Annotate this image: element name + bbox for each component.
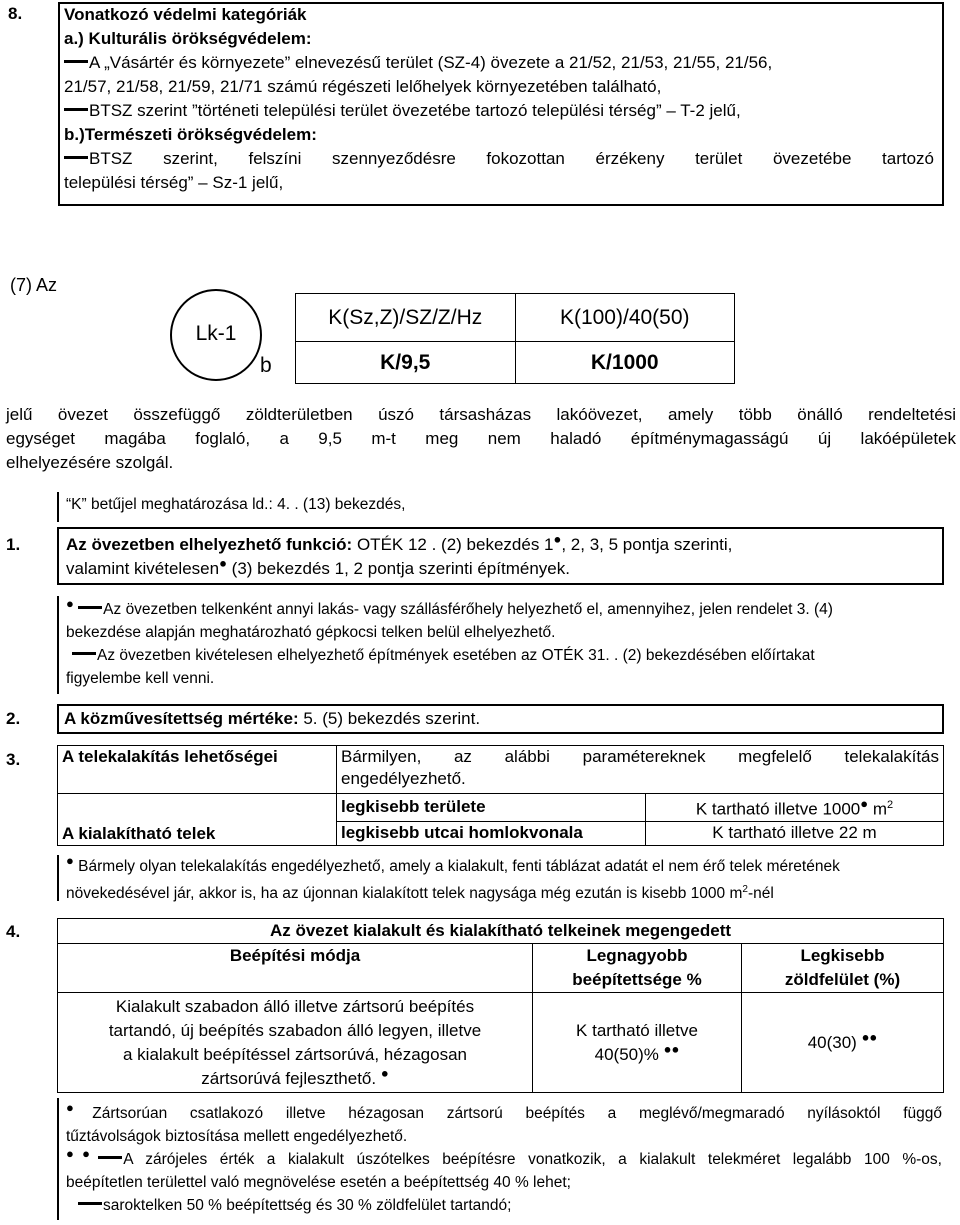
building-mode-line-3: a kialakult beépítéssel zártsorúvá, hézagosan bbox=[123, 1044, 467, 1064]
note-1-line-4: figyelembe kell venni. bbox=[66, 670, 215, 687]
max-coverage-cell bbox=[533, 993, 742, 1093]
zone-b-label: b bbox=[260, 354, 272, 377]
note-1-line-2: bekezdése alapján meghatározható gépkocsi telken belül elhelyezhető. bbox=[66, 624, 556, 641]
section-1-content bbox=[66, 533, 936, 581]
section-8-number: 8. bbox=[8, 4, 23, 23]
header-max-coverage-1: Legnagyobb bbox=[586, 946, 688, 965]
note-3-line-1: Bármely olyan telekalakítás engedélyezhető, amely a kialakult, fenti táblázat adatát el nem érő telek méretének bbox=[78, 858, 840, 875]
plot-label-cell: A kialakítható telek bbox=[58, 794, 337, 846]
building-mode-line-4: zártsorúvá fejleszthető. bbox=[201, 1068, 377, 1088]
dash-icon bbox=[98, 1156, 122, 1159]
building-table bbox=[57, 918, 944, 1093]
dash-icon bbox=[78, 606, 102, 609]
plot-desc-line-1: Bármilyen, az alábbi paramétereknek megfelelő telekalakítás bbox=[341, 747, 939, 766]
section-3-notes: ● Bármely olyan telekalakítás engedélyezhető, amely a kialakult, fenti táblázat adatát el nem érő telek méretének növekedésével jár, akkor is, ha az újonnan kialakított telek nagysága még ezután is kisebb 1000 $m^2$-nél bbox=[66, 852, 840, 903]
building-mode-line-2: tartandó, új beépítés szabadon álló legyen, illetve bbox=[108, 1020, 482, 1040]
note-4-line-2a: A zárójeles érték a kialakult úszótelkes beépítésre vonatkozik, a kialakult telekméret legalább 100 %-os, bbox=[123, 1151, 942, 1168]
plot-title-cell: A telekalakítás lehetőségei bbox=[58, 746, 337, 794]
section-1-rest-1: OTÉK 12 . (2) bekezdés 1 bbox=[352, 535, 554, 554]
section-2-rest: 5. (5) bekezdés szerint. bbox=[298, 709, 481, 728]
section-4-notes-bar bbox=[57, 1098, 59, 1220]
zone-cell-4: K/1000 bbox=[515, 342, 735, 384]
footnote-marker-1: ● bbox=[66, 595, 74, 611]
header-max-coverage-2: beépítettsége % bbox=[572, 970, 702, 989]
plot-formation-table bbox=[57, 745, 944, 846]
section-3-notes-bar bbox=[57, 855, 59, 901]
section-2-content bbox=[64, 707, 480, 731]
cultural-heading: a.) Kulturális örökségvédelem: bbox=[64, 29, 312, 48]
footnote-marker-2: ●● bbox=[66, 1145, 99, 1161]
footnote-marker-1: ● bbox=[219, 555, 227, 571]
natural-line-2: települési térség” – Sz-1 jelű, bbox=[64, 173, 284, 192]
building-mode-cell bbox=[58, 993, 533, 1093]
footnote-marker-1: ● bbox=[66, 1099, 93, 1115]
section-1-notes bbox=[66, 595, 946, 690]
header-building-mode: Beépítési módja bbox=[58, 944, 533, 993]
section-1-line-2a: valamint kivételesen bbox=[66, 559, 220, 578]
note-4-line-2b: beépítetlen területtel való megnövelése esetén a beépítettség 40 % lehet; bbox=[66, 1174, 571, 1191]
footnote-marker-2: ●● bbox=[663, 1040, 680, 1056]
note-4-line-1a: Zártsorúan csatlakozó illetve hézagosan zártsorú beépítés a meglévő/megmaradó nyílásoktól függő bbox=[92, 1105, 942, 1122]
min-frontage-label: legkisebb utcai homlokvonala bbox=[337, 821, 646, 845]
natural-line-1: BTSZ szerint, felszíni szennyeződésre fokozottan érzékeny terület övezetébe tartozó bbox=[89, 149, 934, 168]
desc-line-1: jelű övezet összefüggő zöldterületben úszó társasházas lakóövezet, amely több önálló rendeltetési bbox=[6, 405, 956, 424]
footnote-marker-1: ● bbox=[380, 1064, 389, 1080]
dash-icon bbox=[72, 652, 96, 655]
header-min-green bbox=[742, 944, 944, 993]
note-4-line-1b: tűztávolságok biztosítása mellett engedélyezhető. bbox=[66, 1128, 408, 1145]
note-4-line-3: saroktelken 50 % beépítettség és 30 % zöldfelület tartandó; bbox=[103, 1197, 512, 1214]
section-2-title: A közművesítettség mértéke: bbox=[64, 709, 299, 728]
building-table-title: Az övezet kialakult és kialakítható telkeinek megengedett bbox=[58, 919, 944, 944]
section-1-number: 1. bbox=[6, 535, 21, 554]
zone-intro: (7) Az bbox=[10, 275, 58, 295]
plot-desc-cell bbox=[337, 746, 944, 794]
note-3-line-2b: -nél bbox=[747, 885, 774, 903]
footnote-marker-1: ● bbox=[66, 852, 74, 868]
min-green-value: 40(30) bbox=[807, 1032, 857, 1052]
cultural-line-1: A „Vásártér és környezete” elnevezésű terület (SZ-4) övezete a 21/52, 21/53, 21/55, 21/56, bbox=[89, 53, 773, 72]
min-frontage-value: K tartható illetve 22 m bbox=[646, 821, 944, 845]
zone-cell-3: K/9,5 bbox=[296, 342, 516, 384]
min-green-cell bbox=[742, 993, 944, 1093]
k-letter-note: “K” betűjel meghatározása ld.: 4. . (13) bekezdés, bbox=[66, 496, 406, 513]
section-1-notes-bar bbox=[57, 596, 59, 694]
max-coverage-line-2: 40(50)% bbox=[594, 1044, 659, 1064]
zone-cell-1: K(Sz,Z)/SZ/Z/Hz bbox=[296, 294, 516, 342]
footnote-marker-1: ● bbox=[553, 531, 562, 547]
section-1-rest-2: , 2, 3, 5 pontja szerinti, bbox=[561, 535, 733, 554]
note-bar bbox=[57, 492, 59, 522]
header-min-green-2: zöldfelület (%) bbox=[784, 970, 901, 989]
desc-line-2: egységet magába foglaló, a 9,5 m-t meg nem haladó építménymagasságú új lakóépületek bbox=[6, 429, 956, 448]
dash-icon bbox=[64, 60, 88, 63]
section-3-number: 3. bbox=[6, 750, 21, 769]
zone-code: Lk-1 bbox=[195, 322, 237, 345]
section-4-number: 4. bbox=[6, 922, 21, 941]
cultural-line-3: BTSZ szerint ”történeti települési terület övezetébe tartozó települési térség” – T-2 jelű, bbox=[89, 101, 741, 120]
footnote-marker-1: ● bbox=[860, 796, 869, 811]
section-1-line-2b: (3) bekezdés 1, 2 pontja szerinti építmények. bbox=[226, 559, 570, 578]
section-8-title: Vonatkozó védelmi kategóriák bbox=[64, 5, 307, 24]
min-area-label: legkisebb területe bbox=[337, 794, 646, 822]
note-1-line-3: Az övezetben kivételesen elhelyezhető építmények esetében az OTÉK 31. . (2) bekezdésében előírtakat bbox=[97, 647, 815, 664]
building-mode-line-1: Kialakult szabadon álló illetve zártsorú beépítés bbox=[115, 996, 475, 1016]
section-1-title: Az övezetben elhelyezhető funkció: bbox=[66, 535, 353, 554]
dash-icon bbox=[64, 156, 88, 159]
plot-desc-line-2: engedélyezhető. bbox=[341, 769, 466, 788]
header-max-coverage bbox=[533, 944, 742, 993]
section-8-content bbox=[64, 3, 934, 195]
zone-description bbox=[6, 403, 956, 475]
natural-heading: b.)Természeti örökségvédelem: bbox=[64, 125, 317, 144]
zone-code-table bbox=[295, 293, 735, 384]
zone-cell-2: K(100)/40(50) bbox=[515, 294, 735, 342]
note-1-line-1: Az övezetben telkenként annyi lakás- vagy szállásférőhely helyezhető el, amennyihez, jelen rendelet 3. (4) bbox=[103, 601, 833, 618]
min-area-unit: m bbox=[868, 799, 888, 819]
footnote-marker-2: ●● bbox=[861, 1028, 878, 1044]
dash-icon bbox=[64, 108, 88, 111]
desc-line-3: elhelyezésére szolgál. bbox=[6, 453, 174, 472]
note-3-line-2a: növekedésével jár, akkor is, ha az újonnan kialakított telek nagysága még ezután is kisebb 1000 m bbox=[66, 885, 743, 903]
section-2-number: 2. bbox=[6, 709, 21, 728]
dash-icon bbox=[78, 1202, 102, 1205]
max-coverage-line-1: K tartható illetve bbox=[576, 1020, 698, 1040]
min-area-value: K tartható illetve 1000 bbox=[695, 799, 861, 819]
min-area-value-cell: K tartható illetve 1000● $m^2$ bbox=[646, 794, 944, 822]
section-4-notes bbox=[66, 1099, 942, 1217]
header-min-green-1: Legkisebb bbox=[800, 946, 885, 965]
cultural-line-2: 21/57, 21/58, 21/59, 21/71 számú régészeti lelőhelyek környezetében található, bbox=[64, 77, 662, 96]
